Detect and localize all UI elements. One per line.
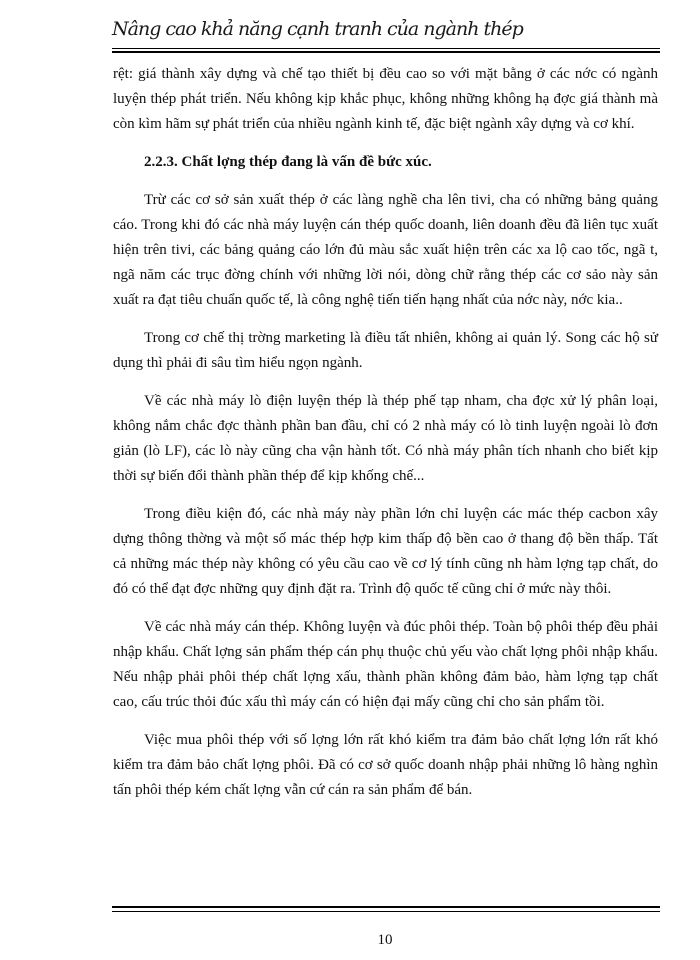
section-heading: 2.2.3. Chất lợng thép đang là vấn đề bức xúc. xyxy=(144,154,432,170)
intro-paragraph: rệt: giá thành xây dựng và chế tạo thiết bị đều cao so với mặt bằng ở các nớc có ngành luyện thép phát triển. Nếu không kịp khắc phục, không những không hạ đợc giá thành mà còn kìm hãm sự phát triển của nhiều ngành kinh tế, đặc biệt ngành xây dựng và cơ khí. xyxy=(113,66,658,132)
running-header-title: Nâng cao khả năng cạnh tranh của ngành thép xyxy=(112,18,523,40)
header-rule-thin xyxy=(112,48,660,49)
paragraph-market-mechanism: Trong cơ chế thị trờng marketing là điều tất nhiên, không ai quản lý. Song các hộ sử dụng thì phải đi sâu tìm hiểu ngọn ngành. xyxy=(113,330,658,371)
footer-rule-thick xyxy=(112,906,660,908)
paragraph-billet-purchase: Việc mua phôi thép với số lợng lớn rất khó kiểm tra đảm bảo chất lợng lớn rất khó kiểm tra đảm bảo chất lợng phôi. Đã có cơ sở quốc doanh nhập phải những lô hàng nghìn tấn phôi thép kém chất lợng vẫn cứ cán ra sản phẩm để bán. xyxy=(113,732,658,798)
paragraph-advertising: Trừ các cơ sở sản xuất thép ở các làng nghề cha lên tivi, cha có những bảng quảng cáo. Trong khi đó các nhà máy luyện cán thép quốc doanh, liên doanh đều đã liên tục xuất hiện trên tivi, các bảng quảng cáo lớn đủ màu sắc xuất hiện trên các xa lộ cao tốc, ngã t, ngã năm các trục đờng chính với những lời nói, dòng chữ rằng thép các cơ sảo này sản xuất ra đạt tiêu chuẩn quốc tế, là công nghệ tiến tiến hạng nhất của nớc này, nớc kia.. xyxy=(113,192,658,308)
paragraph-electric-furnace: Về các nhà máy lò điện luyện thép là thép phế tạp nham, cha đợc xử lý phân loại, không nắm chắc đợc thành phần ban đầu, chỉ có 2 nhà máy có lò tinh luyện ngoài lò đơn giản (lò LF), các lò này cũng cha vận hành tốt. Có nhà máy phân tích nhanh cho biết kịp thời sự biến đổi thành phần thép để kịp khống chế... xyxy=(113,393,658,484)
page-body xyxy=(113,62,658,803)
paragraph-rolling-mills: Về các nhà máy cán thép. Không luyện và đúc phôi thép. Toàn bộ phôi thép đều phải nhập khẩu. Chất lợng sản phẩm thép cán phụ thuộc chủ yếu vào chất lợng phôi nhập khẩu. Nếu nhập phải phôi thép chất lợng xấu, thành phần không đảm bảo, hàm lợng tạp chất cao, cấu trúc thỏi đúc xấu thì máy cán có hiện đại mấy cũng chỉ cho sản phẩm tồi. xyxy=(113,619,658,710)
footer-rule-thin xyxy=(112,911,660,912)
header-rule-thick xyxy=(112,51,660,53)
paragraph-carbon-steel: Trong điều kiện đó, các nhà máy này phần lớn chỉ luyện các mác thép cacbon xây dựng thông thờng và một số mác thép hợp kim thấp độ bền cao ở thang độ bền thấp. Tất cả những mác thép này không có yêu cầu cao về cơ lý tính cũng nh hàm lợng tạp chất, do đó có thể đạt đợc những quy định đặt ra. Trình độ quốc tế cũng chỉ ở mức này thôi. xyxy=(113,506,658,597)
page-number: 10 xyxy=(377,932,393,948)
